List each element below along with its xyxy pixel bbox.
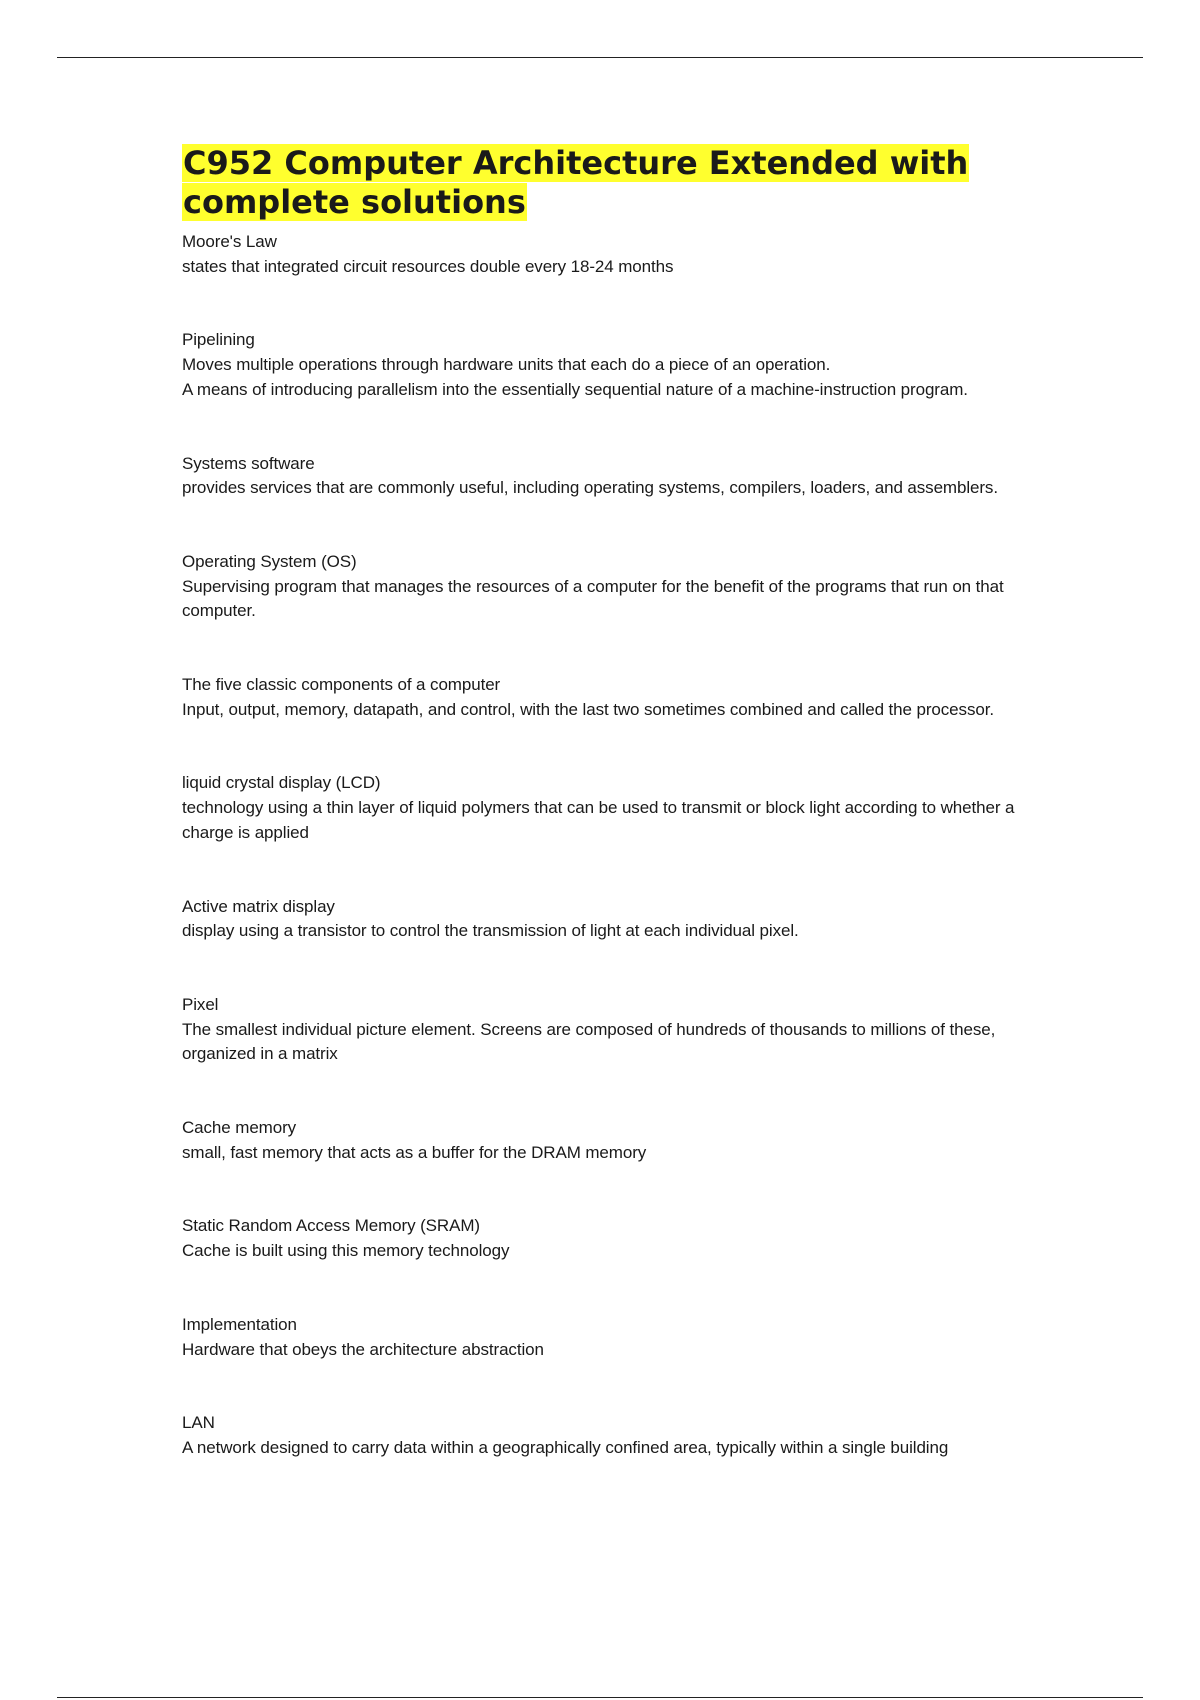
bottom-rule [57,1697,1143,1698]
glossary-definition: small, fast memory that acts as a buffer for the DRAM memory [182,1142,647,1162]
glossary-term: Pipelining [182,330,255,350]
glossary-definition: Cache is built using this memory technology [182,1241,510,1261]
glossary-definition: states that integrated circuit resources double every 18-24 months [182,256,674,276]
glossary-entry [182,550,1022,624]
document-title [182,144,1022,222]
glossary-term: Systems software [182,453,315,473]
glossary-entry [182,1313,1022,1362]
glossary-definition: A means of introducing parallelism into the essentially sequential nature of a machine-instruction program. [182,379,968,399]
glossary-definition: technology using a thin layer of liquid polymers that can be used to transmit or block light according to whether a charge is applied [182,798,1015,842]
glossary-term: Moore's Law [182,232,277,251]
glossary-definition: provides services that are commonly useful, including operating systems, compilers, loaders, and assemblers. [182,478,998,498]
glossary-definition: Moves multiple operations through hardware units that each do a piece of an operation. [182,355,831,375]
glossary-definition: Hardware that obeys the architecture abstraction [182,1339,544,1359]
glossary-term: Pixel [182,994,219,1014]
glossary-entry [182,1214,1022,1263]
glossary-entry [182,230,1022,279]
glossary-definition: A network designed to carry data within a geographically confined area, typically within a single building [182,1437,949,1457]
glossary-definition: Supervising program that manages the resources of a computer for the benefit of the programs that run on that computer. [182,576,1004,621]
glossary-entry [182,1116,1022,1165]
glossary-term: Operating System (OS) [182,551,357,571]
glossary-term: liquid crystal display (LCD) [182,773,381,793]
glossary-term: Implementation [182,1314,297,1334]
glossary-entry [182,328,1022,402]
glossary-definition: display using a transistor to control the transmission of light at each individual pixel. [182,921,799,941]
document-body [182,144,1022,1461]
glossary-entry [182,673,1022,722]
glossary-entry [182,771,1022,845]
title-highlight: C952 Computer Architecture Extended with complete solutions [183,144,969,221]
glossary-entry [182,1411,1022,1460]
glossary-term: Active matrix display [182,896,335,916]
glossary-term: LAN [182,1413,215,1433]
glossary-term: Static Random Access Memory (SRAM) [182,1216,480,1236]
glossary-entry [182,452,1022,501]
glossary-definition: The smallest individual picture element. Screens are composed of hundreds of thousands to millions of these, organized in a matrix [182,1019,996,1064]
top-rule [57,57,1143,58]
glossary-term: Cache memory [182,1118,297,1138]
glossary-term: The five classic components of a computer [182,675,501,695]
glossary-entry [182,993,1022,1067]
glossary-entry [182,895,1022,944]
glossary-definition: Input, output, memory, datapath, and control, with the last two sometimes combined and called the processor. [182,699,994,719]
